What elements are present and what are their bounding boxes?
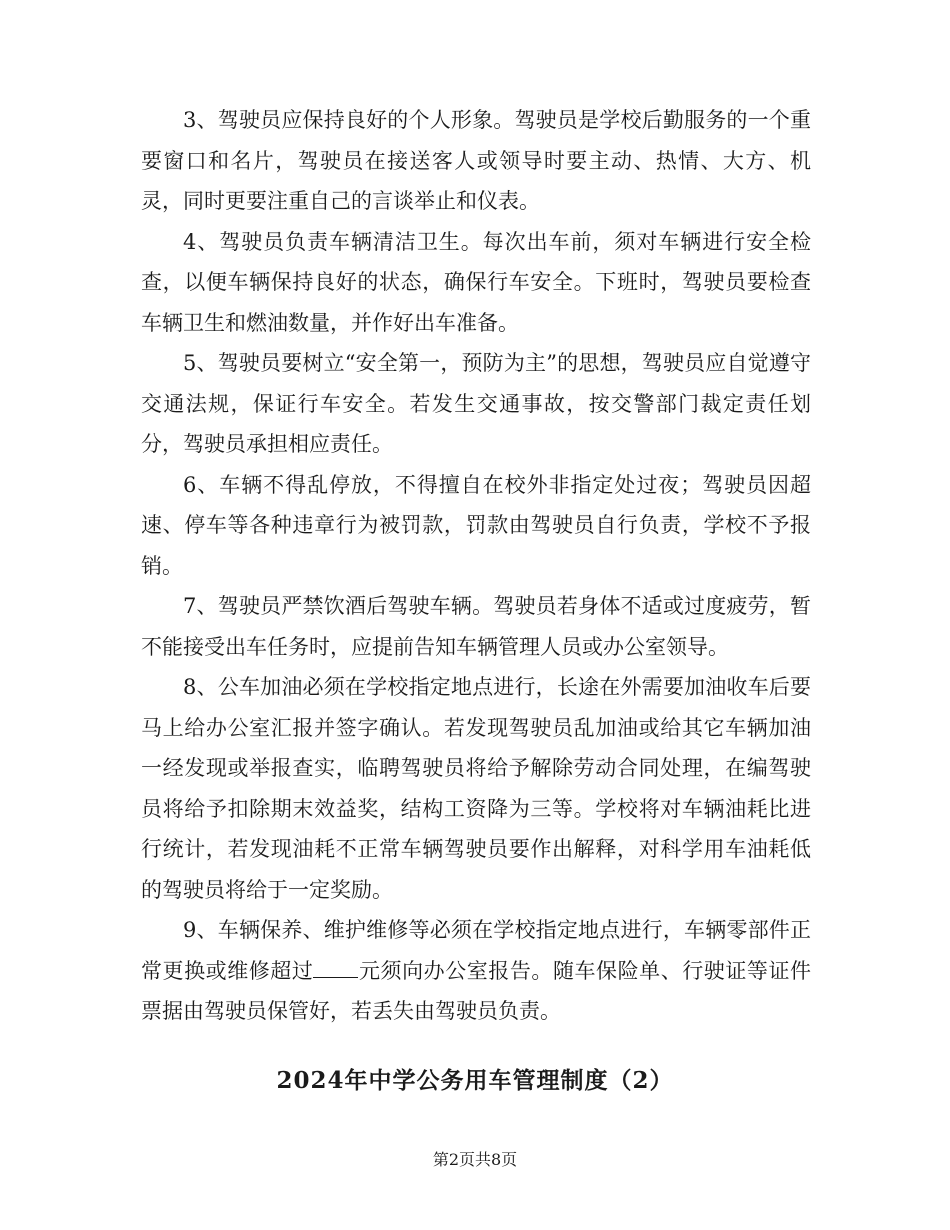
paragraph-5: 5、驾驶员要树立“安全第一，预防为主”的思想，驾驶员应自觉遵守交通法规，保证行车安全。若发生交通事故，按交警部门裁定责任划分，驾驶员承担相应责任。 [141,351,811,456]
paragraph-6: 6、车辆不得乱停放，不得擅自在校外非指定处过夜；驾驶员因超速、停车等各种违章行为被罚款，罚款由驾驶员自行负责，学校不予报销。 [141,472,811,578]
document-body [141,100,811,1032]
section-title: 2024年中学公务用车管理制度（2） [276,1067,674,1094]
fill-in-blank [313,959,358,978]
paragraph-9-before-blank: 9、车辆保养、维护维修等必须在学校指定地点进行，车辆零部件正常更换或维修超过 [141,918,811,983]
paragraph-7: 7、驾驶员严禁饮酒后驾驶车辆。驾驶员若身体不适或过度疲劳，暂不能接受出车任务时，应提前告知车辆管理人员或办公室领导。 [141,594,811,659]
paragraph-8: 8、公车加油必须在学校指定地点进行，长途在外需要加油收车后要马上给办公室汇报并签字确认。若发现驾驶员乱加油或给其它车辆加油一经发现或举报查实，临聘驾驶员将给予解除劳动合同处理，在编驾驶员将给予扣除期末效益奖，结构工资降为三等。学校将对车辆油耗比进行统计，若发现油耗不正常车辆驾驶员要作出解释，对科学用车油耗低的驾驶员将给于一定奖励。 [141,675,811,902]
paragraph-4: 4、驾驶员负责车辆清洁卫生。每次出车前，须对车辆进行安全检查，以便车辆保持良好的状态，确保行车安全。下班时，驾驶员要检查车辆卫生和燃油数量，并作好出车准备。 [141,229,811,335]
paragraph-3: 3、驾驶员应保持良好的个人形象。驾驶员是学校后勤服务的一个重要窗口和名片，驾驶员在接送客人或领导时要主动、热情、大方、机灵，同时更要注重自己的言谈举止和仪表。 [141,108,811,213]
paragraph-9 [141,910,811,1032]
paragraph-9-after-blank: 元须向办公室报告。随车保险单、行驶证等证件票据由驾驶员保管好，若丢失由驾驶员负责。 [141,958,812,1023]
page-number-footer: 第2页共8页 [432,1150,518,1169]
